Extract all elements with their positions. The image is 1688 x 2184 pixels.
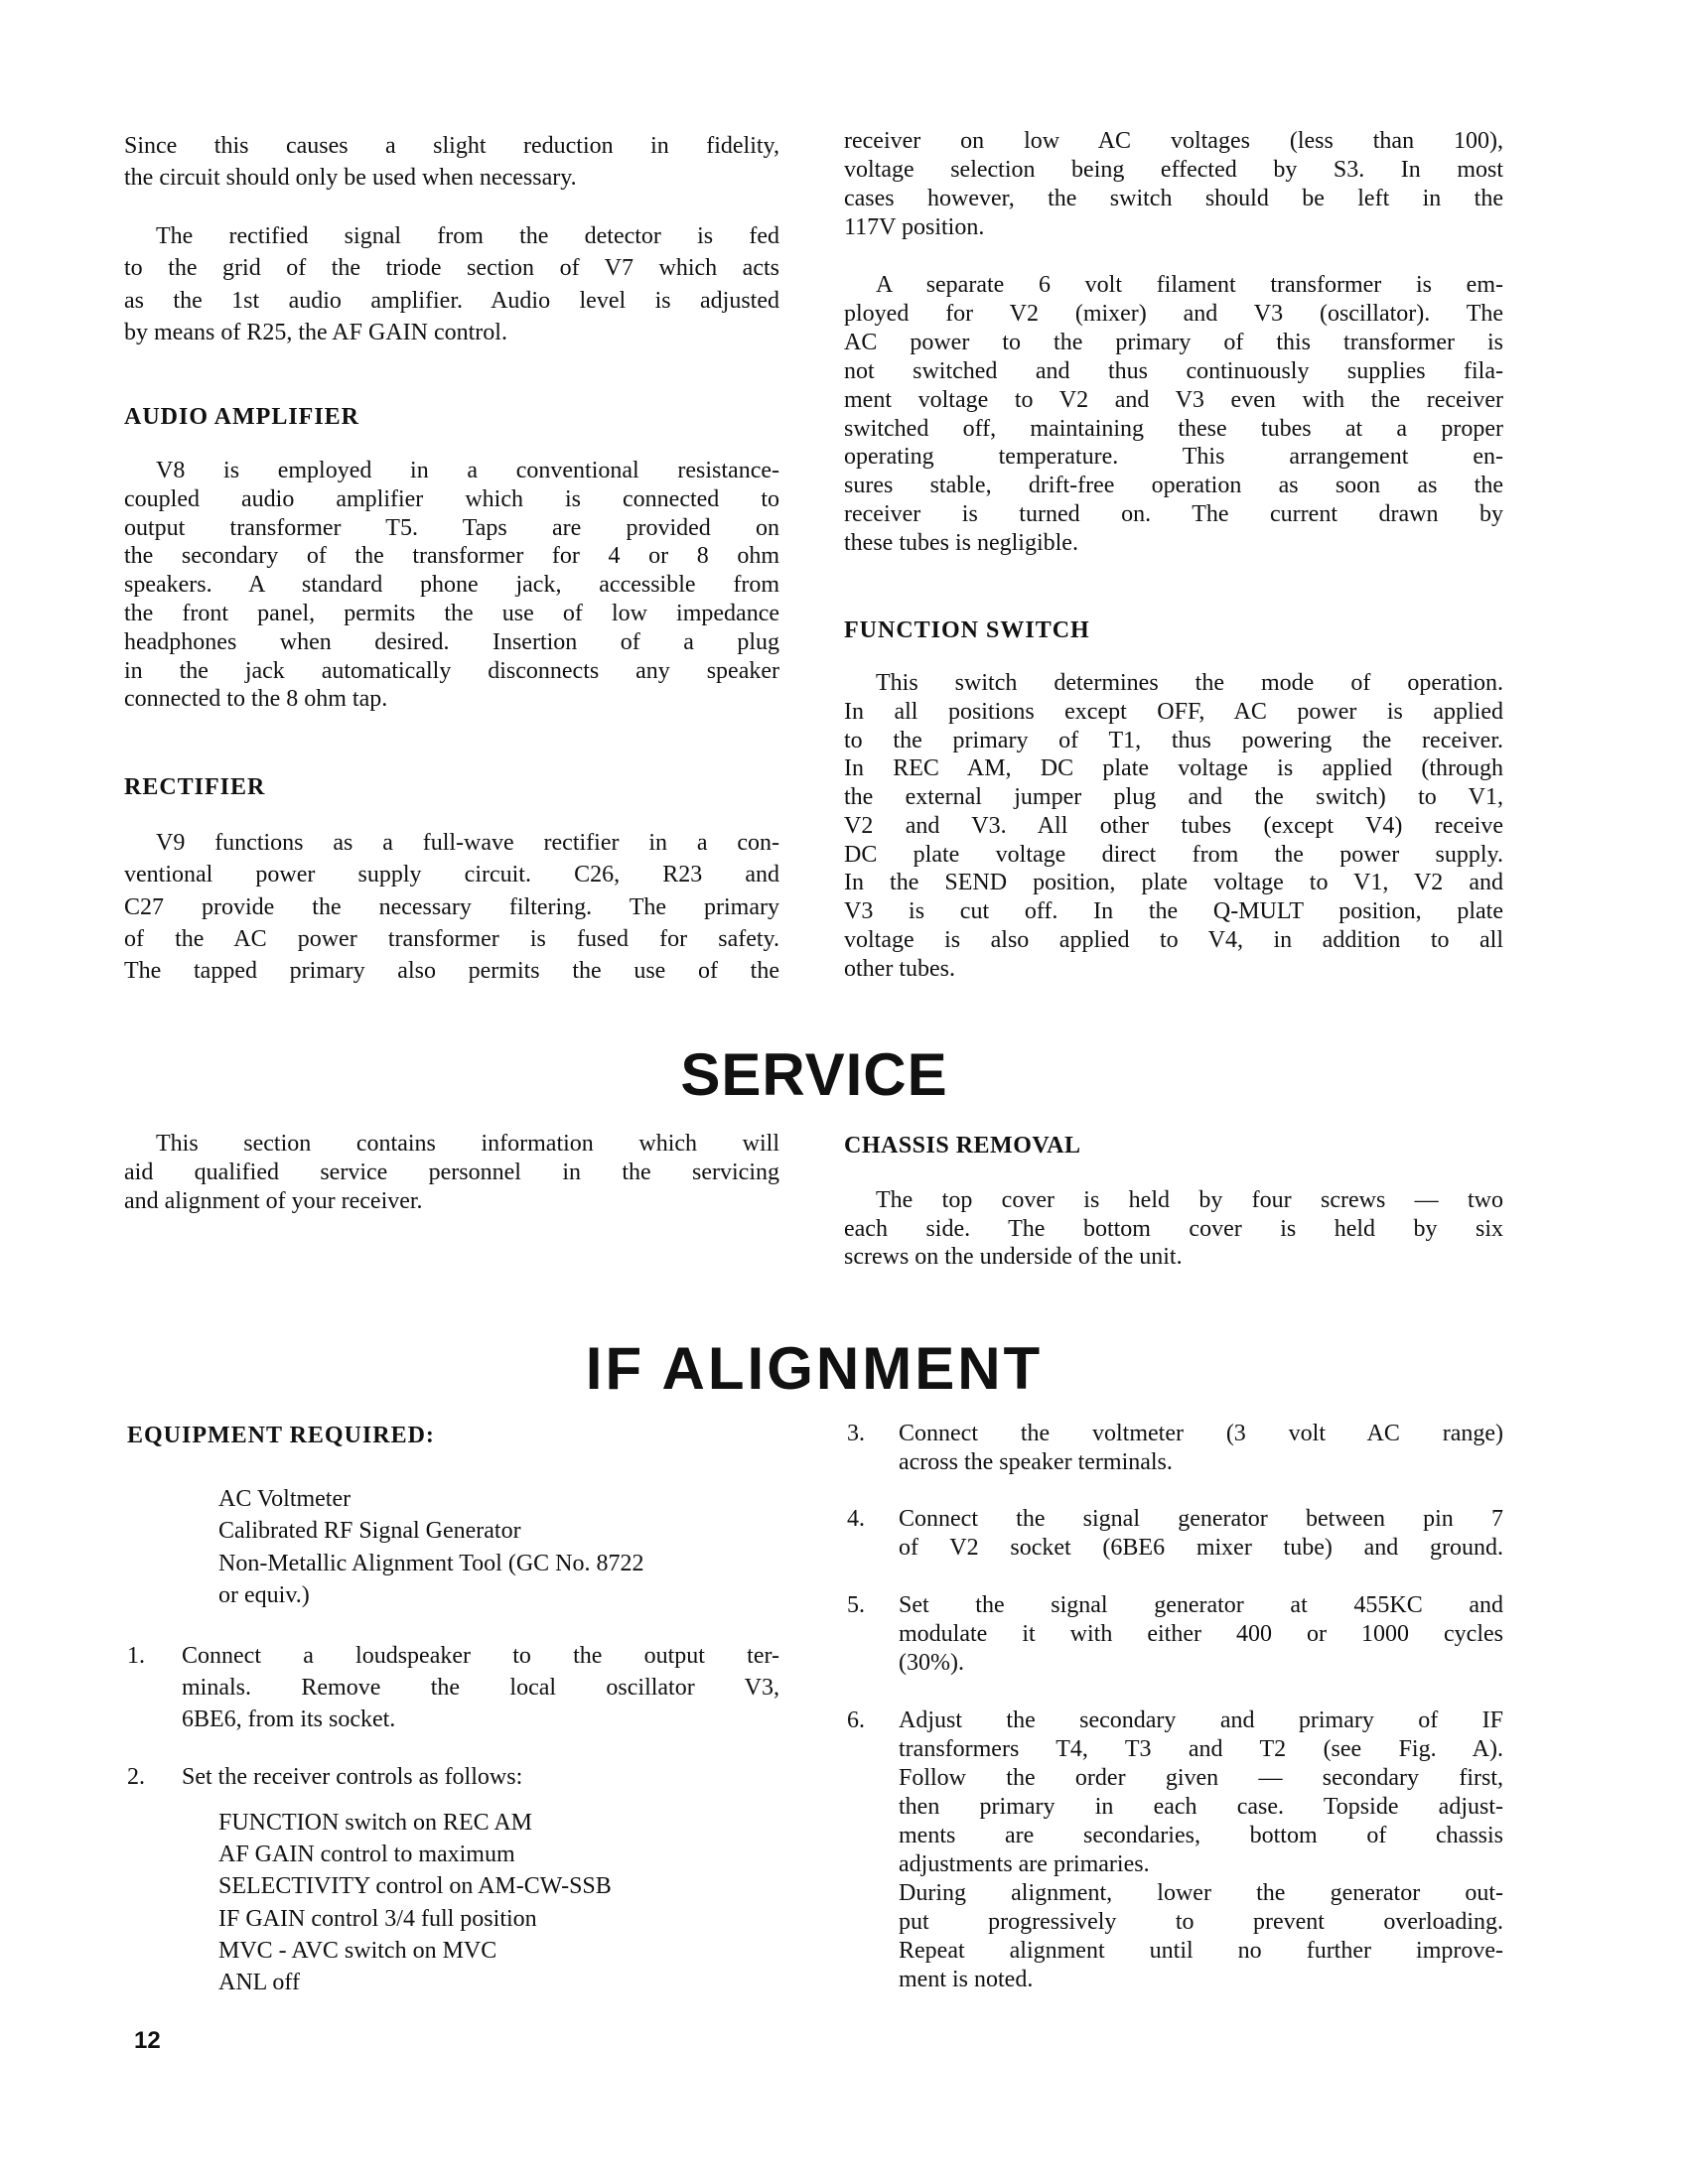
text-line: DC plate voltage direct from the power supply. bbox=[844, 841, 1503, 868]
paragraph-chassis-removal bbox=[844, 1186, 1503, 1272]
text-line: speakers. A standard phone jack, accessible from bbox=[124, 572, 779, 599]
text-line: A separate 6 volt filament transformer is em- bbox=[876, 272, 1503, 298]
paragraph-audio-amplifier bbox=[124, 457, 779, 714]
text-line: or equiv.) bbox=[218, 1582, 310, 1609]
text-line: these tubes is negligible. bbox=[844, 530, 1078, 557]
text-line: In REC AM, DC plate voltage is applied (through bbox=[844, 755, 1503, 782]
paragraph-voltage-selection bbox=[844, 127, 1503, 242]
text-line: cases however, the switch should be left in the bbox=[844, 186, 1503, 211]
text-line: in the jack automatically disconnects any speaker bbox=[124, 657, 779, 684]
text-line: operating temperature. This arrangement en- bbox=[844, 444, 1503, 471]
text-line: Since this causes a slight reduction in fidelity, bbox=[124, 133, 779, 159]
text-line: IF GAIN control 3/4 full position bbox=[218, 1905, 537, 1932]
page-number: 12 bbox=[134, 2027, 161, 2054]
text-line: During alignment, lower the generator out- bbox=[899, 1880, 1503, 1906]
paragraph-detector bbox=[124, 220, 779, 349]
text-line: put progressively to prevent overloading. bbox=[899, 1909, 1503, 1935]
text-line: the front panel, permits the use of low impedance bbox=[124, 600, 779, 626]
text-line: of the AC power transformer is fused for safety. bbox=[124, 925, 779, 952]
text-line: ment is noted. bbox=[899, 1967, 1034, 1992]
text-line: as the 1st audio amplifier. Audio level is adjusted bbox=[124, 287, 779, 314]
text-line: Set the receiver controls as follows: bbox=[182, 1764, 523, 1790]
step-3-text bbox=[899, 1420, 1503, 1477]
paragraph-fidelity bbox=[124, 130, 779, 194]
paragraph-function-switch bbox=[844, 669, 1503, 983]
step-number: 3. bbox=[847, 1421, 865, 1446]
text-line: receiver on low AC voltages (less than 100), bbox=[844, 128, 1503, 154]
text-line: 117V position. bbox=[844, 214, 985, 240]
text-line: output transformer T5. Taps are provided on bbox=[124, 514, 779, 541]
text-line: ventional power supply circuit. C26, R23 and bbox=[124, 862, 779, 888]
text-line: of V2 socket (6BE6 mixer tube) and ground. bbox=[899, 1535, 1503, 1561]
paragraph-service-intro bbox=[124, 1130, 779, 1216]
text-line: not switched and thus continuously supplies fila- bbox=[844, 357, 1503, 384]
text-line: transformers T4, T3 and T2 (see Fig. A). bbox=[899, 1736, 1503, 1762]
paragraph-filament-transformer bbox=[844, 271, 1503, 558]
step-6-note bbox=[899, 1879, 1503, 1994]
text-line: modulate it with either 400 or 1000 cycles bbox=[899, 1621, 1503, 1647]
text-line: the secondary of the transformer for 4 or 8 ohm bbox=[124, 543, 779, 570]
heading-rectifier: RECTIFIER bbox=[124, 774, 266, 800]
step-1-text bbox=[182, 1640, 779, 1735]
text-line: The rectified signal from the detector is fed bbox=[156, 223, 779, 249]
text-line: Set the signal generator at 455KC and bbox=[899, 1592, 1503, 1618]
text-line: Connect the voltmeter (3 volt AC range) bbox=[899, 1421, 1503, 1446]
text-line: V2 and V3. All other tubes (except V4) receive bbox=[844, 812, 1503, 839]
text-line: In all positions except OFF, AC power is applied bbox=[844, 698, 1503, 725]
text-line: Follow the order given — secondary first, bbox=[899, 1765, 1503, 1791]
text-line: V3 is cut off. In the Q-MULT position, plate bbox=[844, 898, 1503, 924]
text-line: the external jumper plug and the switch) to V1, bbox=[844, 784, 1503, 810]
text-line: by means of R25, the AF GAIN control. bbox=[124, 320, 507, 346]
text-line: coupled audio amplifier which is connected to bbox=[124, 485, 779, 512]
text-line: Connect the signal generator between pin 7 bbox=[899, 1506, 1503, 1532]
text-line: AC Voltmeter bbox=[218, 1486, 352, 1512]
paragraph-rectifier bbox=[124, 827, 779, 987]
text-line: This switch determines the mode of operation. bbox=[876, 670, 1503, 696]
step-number: 6. bbox=[847, 1707, 865, 1733]
text-line: V8 is employed in a conventional resistance- bbox=[156, 458, 779, 483]
text-line: SELECTIVITY control on AM-CW-SSB bbox=[218, 1873, 612, 1900]
text-line: the circuit should only be used when necessary. bbox=[124, 165, 577, 191]
text-line: across the speaker terminals. bbox=[899, 1449, 1173, 1475]
step-number: 4. bbox=[847, 1506, 865, 1532]
text-line: 6BE6, from its socket. bbox=[182, 1706, 396, 1732]
step-number: 1. bbox=[127, 1643, 145, 1669]
section-title-service: SERVICE bbox=[680, 1041, 948, 1108]
text-line: ment voltage to V2 and V3 even with the receiver bbox=[844, 386, 1503, 413]
text-line: aid qualified service personnel in the servicing bbox=[124, 1160, 779, 1185]
text-line: In the SEND position, plate voltage to V1, V2 and bbox=[844, 870, 1503, 896]
text-line: ments are secondaries, bottom of chassis bbox=[899, 1823, 1503, 1848]
step-number: 2. bbox=[127, 1764, 145, 1790]
text-line: ployed for V2 (mixer) and V3 (oscillator). The bbox=[844, 300, 1503, 327]
heading-function-switch: FUNCTION SWITCH bbox=[844, 617, 1090, 643]
controls-list bbox=[218, 1807, 612, 1998]
heading-equipment-required: EQUIPMENT REQUIRED: bbox=[127, 1423, 435, 1448]
heading-audio-amplifier: AUDIO AMPLIFIER bbox=[124, 404, 360, 430]
text-line: headphones when desired. Insertion of a plug bbox=[124, 628, 779, 655]
text-line: MVC - AVC switch on MVC bbox=[218, 1937, 497, 1964]
text-line: minals. Remove the local oscillator V3, bbox=[182, 1675, 779, 1701]
text-line: Connect a loudspeaker to the output ter- bbox=[182, 1643, 779, 1669]
text-line: then primary in each case. Topside adjust- bbox=[899, 1794, 1503, 1820]
section-title-if-alignment: IF ALIGNMENT bbox=[585, 1335, 1044, 1402]
text-line: The top cover is held by four screws — two bbox=[876, 1187, 1503, 1213]
text-line: Adjust the secondary and primary of IF bbox=[899, 1707, 1503, 1733]
text-line: This section contains information which will bbox=[156, 1131, 779, 1157]
heading-chassis-removal: CHASSIS REMOVAL bbox=[844, 1133, 1081, 1159]
text-line: connected to the 8 ohm tap. bbox=[124, 686, 388, 713]
text-line: AF GAIN control to maximum bbox=[218, 1842, 515, 1868]
text-line: adjustments are primaries. bbox=[899, 1851, 1150, 1877]
step-4-text bbox=[899, 1505, 1503, 1563]
text-line: ANL off bbox=[218, 1970, 300, 1996]
step-2-text bbox=[182, 1761, 522, 1793]
text-line: Repeat alignment until no further improve- bbox=[899, 1938, 1503, 1964]
text-line: each side. The bottom cover is held by six bbox=[844, 1215, 1503, 1242]
text-line: switched off, maintaining these tubes at a proper bbox=[844, 415, 1503, 442]
step-6-text bbox=[899, 1706, 1503, 1879]
text-line: other tubes. bbox=[844, 955, 955, 982]
equipment-list bbox=[218, 1483, 644, 1612]
text-line: sures stable, drift-free operation as soon as the bbox=[844, 473, 1503, 499]
text-line: FUNCTION switch on REC AM bbox=[218, 1810, 533, 1836]
text-line: AC power to the primary of this transformer is bbox=[844, 329, 1503, 355]
text-line: screws on the underside of the unit. bbox=[844, 1244, 1183, 1270]
text-line: to the primary of T1, thus powering the receiver. bbox=[844, 727, 1503, 753]
text-line: C27 provide the necessary filtering. The primary bbox=[124, 893, 779, 920]
text-line: voltage is also applied to V4, in addition to all bbox=[844, 926, 1503, 953]
text-line: to the grid of the triode section of V7 which acts bbox=[124, 255, 779, 282]
text-line: receiver is turned on. The current drawn by bbox=[844, 501, 1503, 528]
text-line: Non-Metallic Alignment Tool (GC No. 8722 bbox=[218, 1550, 644, 1576]
text-line: Calibrated RF Signal Generator bbox=[218, 1518, 521, 1545]
step-number: 5. bbox=[847, 1592, 865, 1618]
text-line: V9 functions as a full-wave rectifier in a con- bbox=[156, 830, 779, 856]
text-line: voltage selection being effected by S3. In most bbox=[844, 157, 1503, 183]
text-line: The tapped primary also permits the use of the bbox=[124, 958, 779, 985]
text-line: (30%). bbox=[899, 1650, 964, 1676]
text-line: and alignment of your receiver. bbox=[124, 1188, 423, 1214]
step-5-text bbox=[899, 1591, 1503, 1678]
